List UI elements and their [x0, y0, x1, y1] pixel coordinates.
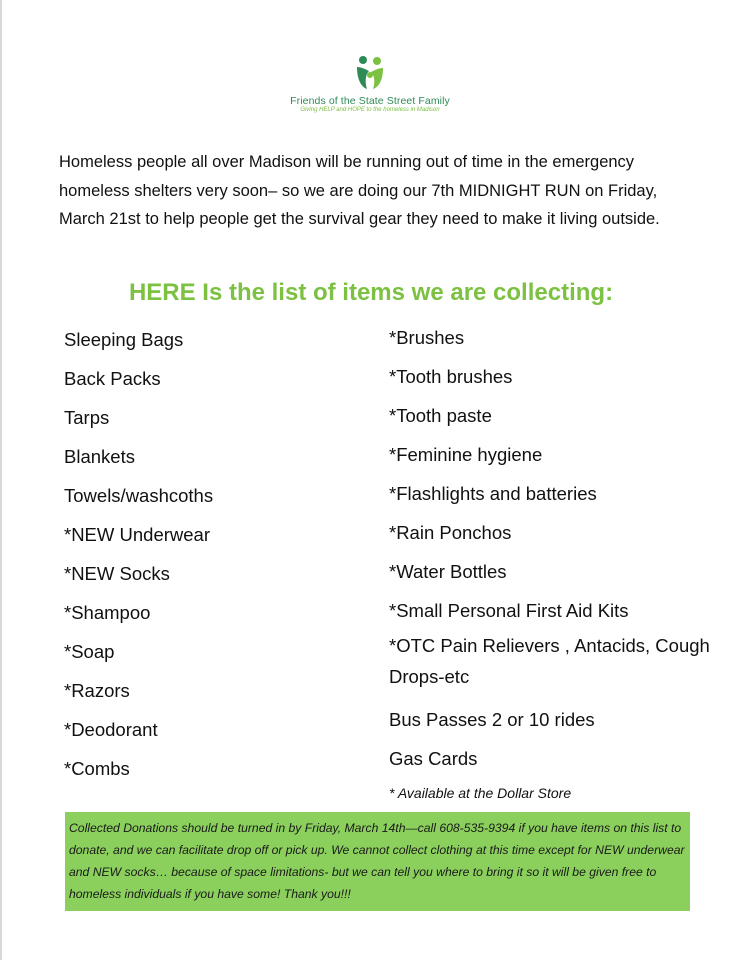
list-item: *Rain Ponchos — [389, 522, 512, 543]
list-item: *Razors — [64, 680, 130, 701]
list-item: Tarps — [64, 407, 110, 428]
intro-paragraph: Homeless people all over Madison will be running out of time in the emergency homeless shelters very soon– so we are doing our 7th MIDNIGHT RUN on Friday, March 21st to help people get the survival gear they need to make it living outside. — [59, 153, 660, 228]
footnote: * Available at the Dollar Store — [389, 785, 572, 801]
list-item: *Deodorant — [64, 719, 158, 740]
organization-logo — [270, 55, 470, 130]
list-item: *OTC Pain Relievers , Antacids, Cough Drops-etc — [389, 635, 710, 687]
list-item: *Small Personal First Aid Kits — [389, 600, 629, 621]
logo-tagline: Giving HELP and HOPE to the homeless in Madison — [300, 107, 440, 113]
list-item: *Brushes — [389, 327, 465, 348]
list-item: Back Packs — [64, 368, 161, 389]
logo-name: Friends of the State Street Family — [290, 95, 450, 107]
list-item: *Feminine hygiene — [389, 444, 543, 465]
list-item: *Water Bottles — [389, 561, 507, 582]
list-item: Bus Passes 2 or 10 rides — [389, 709, 595, 730]
list-item: Sleeping Bags — [64, 329, 184, 350]
list-heading: HERE Is the list of items we are collecting: — [128, 279, 614, 306]
items-list-left — [64, 320, 364, 788]
list-item: Gas Cards — [389, 748, 478, 769]
list-item: *Tooth paste — [389, 405, 492, 426]
page-edge — [0, 0, 2, 960]
list-item: *NEW Underwear — [64, 524, 210, 545]
list-item: *Flashlights and batteries — [389, 483, 597, 504]
list-item: Towels/washcoths — [64, 485, 214, 506]
list-item: *Shampoo — [64, 602, 151, 623]
family-icon — [353, 55, 387, 93]
donation-notice-text: Collected Donations should be turned in by Friday, March 14th—call 608-535-9394 if you have items on this list to donate, and we can facilitate drop off or pick up. We cannot collect clothing at this time except for NEW underwear and NEW socks… because of space limitations- but we can tell you where to bring it so it will be given free to homeless individuals if you have some! Thank you!!! — [69, 821, 685, 901]
list-item: *Tooth brushes — [389, 366, 513, 387]
donation-notice-box — [65, 812, 690, 911]
list-item: *NEW Socks — [64, 563, 170, 584]
list-item: *Soap — [64, 641, 115, 662]
items-list-right — [389, 318, 719, 778]
list-item: Blankets — [64, 446, 135, 467]
list-item: *Combs — [64, 758, 130, 779]
